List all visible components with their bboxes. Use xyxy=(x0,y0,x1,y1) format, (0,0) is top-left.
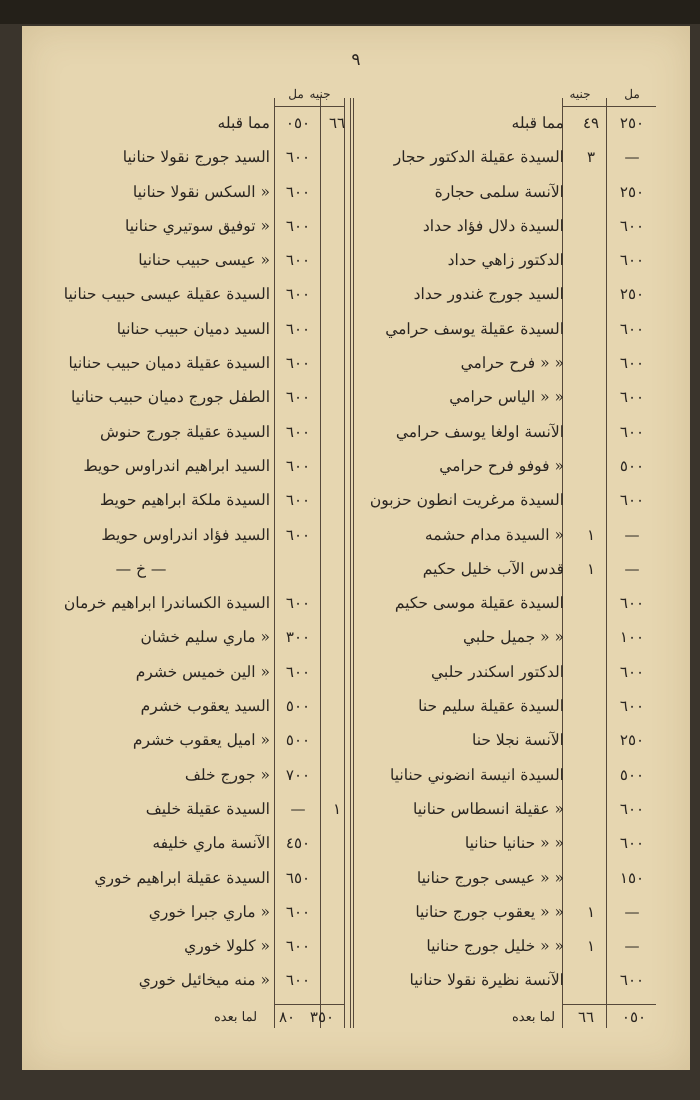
left-total-junayh: ٨٠ xyxy=(278,1008,296,1026)
ledger-row xyxy=(22,346,354,380)
ledger-row xyxy=(22,140,354,174)
amount-mil: ٦٠٠ xyxy=(619,491,645,510)
donor-name: السيدة عقيلة سليم حنا xyxy=(418,697,564,716)
amount-mil: ٦٠٠ xyxy=(285,354,311,373)
amount-mil: ٢٥٠ xyxy=(619,731,645,750)
amount-mil: — xyxy=(624,525,640,544)
ledger-row xyxy=(358,415,654,449)
right-carry-label: لما بعده xyxy=(512,1010,556,1025)
amount-junayh: ٣ xyxy=(586,148,596,167)
amount-junayh: ١ xyxy=(586,937,596,956)
amount-mil: ٦٠٠ xyxy=(285,216,311,235)
donor-name: الآنسة ماري خليفه xyxy=(152,834,270,853)
amount-mil: ٦٠٠ xyxy=(619,216,645,235)
amount-junayh: ١ xyxy=(586,525,596,544)
ledger-row xyxy=(22,380,354,414)
donor-name: السيدة عقيلة دميان حبيب حنانيا xyxy=(68,354,270,373)
donor-name: « اميل يعقوب خشرم xyxy=(132,731,270,750)
ledger-row xyxy=(358,792,654,826)
donor-name: « ماري جبرا خوري xyxy=(148,902,270,921)
donor-name: قدس الآب خليل حكيم xyxy=(422,559,564,578)
ledger-row xyxy=(358,552,654,586)
donor-name: « « عيسى جورج حنانيا xyxy=(416,868,564,887)
donor-name: مما قبله xyxy=(511,114,564,132)
ledger-row xyxy=(358,929,654,963)
page-number: ٩ xyxy=(351,50,361,70)
ledger-row xyxy=(22,861,354,895)
donor-name: الآنسة سلمى حجارة xyxy=(434,182,564,201)
donor-name: « « جميل حلبي xyxy=(462,628,564,647)
ledger-row xyxy=(358,758,654,792)
donor-name: السيدة مرغريت انطون حزبون xyxy=(369,491,564,510)
amount-mil: — xyxy=(624,148,640,167)
donor-name: السيدة عقيلة الدكتور حجار xyxy=(393,148,564,167)
donor-name: السيدة الكساندرا ابراهيم خرمان xyxy=(63,594,270,613)
amount-mil: ٦٠٠ xyxy=(619,971,645,990)
ledger-row xyxy=(22,826,354,860)
right-header xyxy=(358,84,654,106)
donor-name: السيدة عقيلة موسى حكيم xyxy=(394,594,564,613)
donor-name: السيد جورج نقولا حنانيا xyxy=(122,148,270,167)
amount-mil: ١٥٠ xyxy=(619,868,645,887)
ledger-row xyxy=(358,586,654,620)
ledger-row xyxy=(358,209,654,243)
right-total-mil: ٠٥٠ xyxy=(621,1008,647,1026)
donor-name: « « الياس حرامي xyxy=(449,388,564,407)
amount-mil: ٦٠٠ xyxy=(285,319,311,338)
amount-mil: ٦٠٠ xyxy=(285,971,311,990)
donor-name: « كلولا خوري xyxy=(184,937,270,956)
donor-name: « عيسى حبيب حنانيا xyxy=(138,251,270,270)
donor-name: السيد يعقوب خشرم xyxy=(140,697,270,716)
amount-mil: ٦٠٠ xyxy=(619,388,645,407)
amount-mil: ٦٠٠ xyxy=(285,182,311,201)
amount-mil: ٦٠٠ xyxy=(285,456,311,475)
donor-name: « منه ميخائيل خوري xyxy=(138,971,270,990)
amount-mil: ١٠٠ xyxy=(619,628,645,647)
amount-mil: ٦٠٠ xyxy=(619,594,645,613)
ledger-row xyxy=(358,826,654,860)
ledger-row xyxy=(358,963,654,997)
ledger-row xyxy=(22,483,354,517)
donor-name: مما قبله xyxy=(217,114,270,132)
ledger-row xyxy=(358,655,654,689)
amount-mil: ٥٠٠ xyxy=(285,731,311,750)
left-total-mil: ٣٥٠ xyxy=(309,1008,335,1026)
ledger-row xyxy=(358,175,654,209)
right-column xyxy=(358,84,654,998)
amount-mil: — xyxy=(624,902,640,921)
amount-mil: — xyxy=(624,559,640,578)
donor-name: السيدة عقيلة ابراهيم خوري xyxy=(94,868,270,887)
left-carry-label: لما بعده xyxy=(214,1010,258,1025)
amount-mil: ٦٠٠ xyxy=(285,388,311,407)
ledger-row xyxy=(22,620,354,654)
ledger-row xyxy=(358,895,654,929)
ledger-row xyxy=(358,243,654,277)
amount-mil: — xyxy=(624,937,640,956)
ledger-row xyxy=(358,620,654,654)
amount-mil: ٦٠٠ xyxy=(285,902,311,921)
amount-junayh: ١ xyxy=(586,559,596,578)
amount-mil: ٦٥٠ xyxy=(285,868,311,887)
amount-mil: ٦٠٠ xyxy=(619,251,645,270)
donor-name: الدكتور اسكندر حلبي xyxy=(430,662,564,681)
amount-mil: ٥٠٠ xyxy=(619,765,645,784)
ledger-row xyxy=(358,346,654,380)
right-header-junayh: جنيه xyxy=(569,87,591,101)
amount-mil: ٣٠٠ xyxy=(285,628,311,647)
amount-junayh: ١ xyxy=(586,902,596,921)
amount-mil: — xyxy=(290,799,306,818)
amount-mil: ٥٠٠ xyxy=(285,697,311,716)
donor-name: الدكتور زاهي حداد xyxy=(447,251,564,270)
section-letter: — خ — xyxy=(115,559,167,578)
donor-name: « عقيلة انسطاس حنانيا xyxy=(413,799,564,818)
ledger-row xyxy=(22,792,354,826)
donor-name: السيد فؤاد اندراوس حويط xyxy=(101,525,270,544)
ledger-row xyxy=(22,277,354,311)
amount-mil: ٢٥٠ xyxy=(619,182,645,201)
amount-mil: ٦٠٠ xyxy=(285,285,311,304)
amount-mil: ٧٠٠ xyxy=(285,765,311,784)
donor-name: « « يعقوب جورج حنانيا xyxy=(415,902,564,921)
donor-name: « « فرح حرامي xyxy=(460,354,564,373)
ledger-row xyxy=(22,243,354,277)
donor-name: « الين خميس خشرم xyxy=(135,662,270,681)
left-header-mil: مل xyxy=(288,87,304,101)
amount-junayh: ١ xyxy=(332,799,342,818)
ledger-row xyxy=(358,277,654,311)
book-binding xyxy=(0,0,700,24)
ledger-row xyxy=(22,449,354,483)
right-total-junayh: ٦٦ xyxy=(577,1008,595,1026)
donor-name: السيدة انيسة انضوني حنانيا xyxy=(389,765,564,784)
donor-name: السيدة عقيلة عيسى حبيب حنانيا xyxy=(63,285,270,304)
amount-junayh: ٤٩ xyxy=(582,114,600,132)
amount-mil: ٦٠٠ xyxy=(619,697,645,716)
amount-mil: ٠٥٠ xyxy=(285,114,311,132)
amount-mil: ٦٠٠ xyxy=(285,251,311,270)
donor-name: السيد ابراهيم اندراوس حويط xyxy=(83,456,270,475)
donor-name: السيدة ملكة ابراهيم حويط xyxy=(99,491,270,510)
amount-mil: ٦٠٠ xyxy=(619,319,645,338)
donor-name: السيد جورج غندور حداد xyxy=(413,285,564,304)
amount-mil: ٦٠٠ xyxy=(619,834,645,853)
amount-mil: ٦٠٠ xyxy=(285,594,311,613)
amount-mil: ٦٠٠ xyxy=(619,799,645,818)
ledger-row xyxy=(358,723,654,757)
amount-mil: ٦٠٠ xyxy=(285,491,311,510)
rule-footer-right xyxy=(562,1004,656,1005)
donor-name: الآنسة اولغا يوسف حرامي xyxy=(395,422,564,441)
amount-mil: ٢٥٠ xyxy=(619,285,645,304)
amount-mil: ٦٠٠ xyxy=(619,662,645,681)
ledger-row xyxy=(22,895,354,929)
donor-name: « جورج خلف xyxy=(184,765,270,784)
ledger-row xyxy=(358,140,654,174)
donor-name: الطفل جورج دميان حبيب حنانيا xyxy=(71,388,270,407)
amount-mil: ٦٠٠ xyxy=(285,422,311,441)
rule-footer-left xyxy=(274,1004,344,1005)
ledger-row xyxy=(22,106,354,140)
donor-name: السيد دميان حبيب حنانيا xyxy=(116,319,270,338)
left-column xyxy=(22,84,354,998)
ledger-page xyxy=(22,26,690,1070)
donor-name: السيدة دلال فؤاد حداد xyxy=(422,216,564,235)
ledger-row xyxy=(22,689,354,723)
amount-mil: ٤٥٠ xyxy=(285,834,311,853)
amount-mil: ٦٠٠ xyxy=(285,937,311,956)
amount-mil: ٦٠٠ xyxy=(619,422,645,441)
donor-name: « ماري سليم خشان xyxy=(140,628,270,647)
amount-junayh: ٦٦ xyxy=(328,114,346,132)
ledger-row xyxy=(358,483,654,517)
donor-name: « « خليل جورج حنانيا xyxy=(426,937,564,956)
ledger-row xyxy=(22,723,354,757)
donor-name: « فوفو فرح حرامي xyxy=(439,456,564,475)
ledger-row xyxy=(22,655,354,689)
ledger-row xyxy=(358,380,654,414)
ledger-row xyxy=(22,175,354,209)
ledger-row xyxy=(22,929,354,963)
donor-name: السيدة عقيلة خليف xyxy=(145,799,270,818)
ledger-row xyxy=(22,415,354,449)
ledger-row xyxy=(22,586,354,620)
ledger-row xyxy=(22,518,354,552)
donor-name: الآنسة نظيرة نقولا حنانيا xyxy=(409,971,564,990)
donor-name: « توفيق سوتيري حنانيا xyxy=(125,216,270,235)
ledger-row xyxy=(358,689,654,723)
ledger-row xyxy=(22,209,354,243)
amount-mil: ٥٠٠ xyxy=(619,456,645,475)
ledger-row xyxy=(358,449,654,483)
amount-mil: ٢٥٠ xyxy=(619,114,645,132)
amount-mil: ٦٠٠ xyxy=(619,354,645,373)
donor-name: « السيدة مدام حشمه xyxy=(424,525,564,544)
donor-name: « السكس نقولا حنانيا xyxy=(132,182,270,201)
ledger-row xyxy=(358,518,654,552)
ledger-row xyxy=(22,312,354,346)
ledger-row xyxy=(358,106,654,140)
amount-mil: ٦٠٠ xyxy=(285,525,311,544)
ledger-row xyxy=(22,552,354,586)
donor-name: السيدة عقيلة جورج حنوش xyxy=(99,422,270,441)
ledger-row xyxy=(22,963,354,997)
right-header-mil: مل xyxy=(624,87,640,101)
donor-name: « « حنانيا حنانيا xyxy=(464,834,564,853)
amount-mil: ٦٠٠ xyxy=(285,148,311,167)
ledger-row xyxy=(358,861,654,895)
donor-name: الآنسة نجلا حنا xyxy=(471,731,564,750)
left-header-junayh: جنيه xyxy=(309,87,331,101)
ledger-row xyxy=(22,758,354,792)
donor-name: السيدة عقيلة يوسف حرامي xyxy=(385,319,564,338)
amount-mil: ٦٠٠ xyxy=(285,662,311,681)
left-header xyxy=(22,84,354,106)
ledger-row xyxy=(358,312,654,346)
